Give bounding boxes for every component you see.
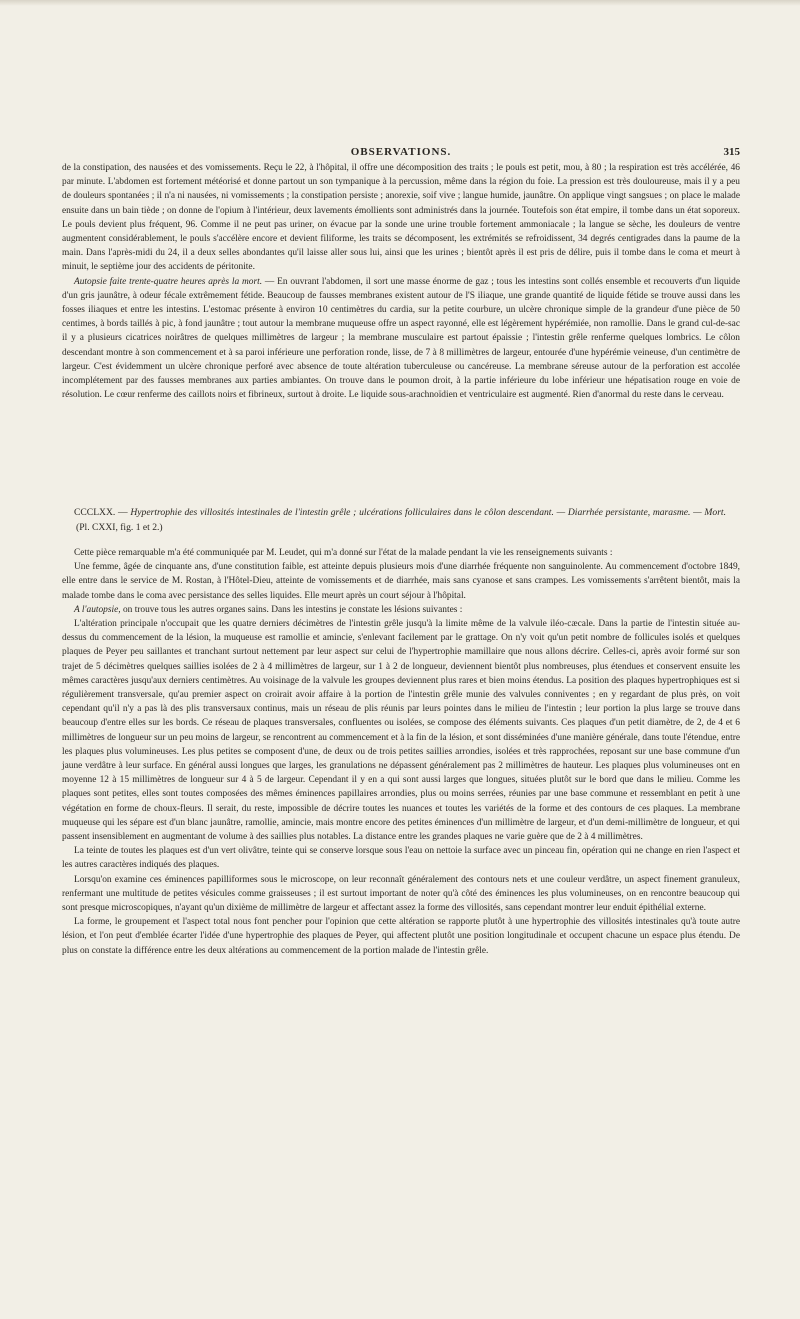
page-number: 315	[723, 146, 740, 158]
observation-title-text: Hypertrophie des villosités intestinales de l'intestin grêle ; ulcérations folliculaires dans le côlon descendant. — Diarrhée persistante, marasme. — Mort.	[130, 507, 726, 518]
observation-number: CCCLXX. —	[74, 507, 131, 518]
paragraph	[62, 275, 740, 403]
paragraph: de la constipation, des nausées et des vomissements. Reçu le 22, à l'hôpital, il offre une décomposition des traits ; le pouls est petit, mou, à 80 ; la respiration est très accélérée, 46 par minute. L'abdomen est fortement météorisé et donne partout un son tympanique à la percussion, même dans la région du foie. La pression est très douloureuse, mais il y a peu de douleurs spontanées ; il n'a ni nausées, ni vomissements ; la constipation persiste ; anorexie, soif vive ; langue humide, jaunâtre. On applique vingt sangsues ; on place le malade ensuite dans un bain tiède ; on donne de l'opium à l'intérieur, deux lavements émollients sont administrés dans la journée. Toutefois son état empire, il tombe dans un état soporeux. Le pouls devient plus fréquent, 96. Comme il ne peut pas uriner, on évacue par la sonde une urine trouble fortement ammoniacale ; la langue se sèche, les douleurs de ventre augmentent considérablement, le pouls s'accélère encore et devient filiforme, les traits se décomposent, les extrémités se refroidissent, 34 degrés centigrades dans la paume de la main. Dans l'après-midi du 24, il a deux selles abondantes qu'il laisse aller sous lui, ainsi que les urines ; bientôt après il est pris de délire, puis il tombe dans le coma et meurt à minuit, le septième jour des accidents de péritonite.	[62, 163, 740, 273]
running-title: OBSERVATIONS.	[350, 146, 452, 158]
continued-observation-text	[62, 161, 740, 402]
autopsy-lead: A l'autopsie,	[74, 604, 121, 615]
autopsy-lead: Autopsie faite trente-quatre heures après la mort.	[74, 276, 263, 287]
observation-heading	[62, 505, 740, 535]
page-edge	[0, 0, 800, 6]
paragraph	[62, 603, 740, 617]
paragraph: La teinte de toutes les plaques est d'un vert olivâtre, teinte qui se conserve lorsque sous l'eau on nettoie la surface avec un pinceau fin, opération qui ne change en rien l'aspect et les autres caractères indiqués des plaques.	[62, 846, 740, 871]
plate-reference: (Pl. CXXI, fig. 1 et 2.)	[76, 522, 163, 533]
paragraph: Cette pièce remarquable m'a été communiquée par M. Leudet, qui m'a donné sur l'état de la malade pendant la vie les renseignements suivants :	[74, 548, 613, 558]
paragraph: Une femme, âgée de cinquante ans, d'une constitution faible, est atteinte depuis plusieurs mois d'une diarrhée fréquente non sanguinolente. Au commencement d'octobre 1849, elle entre dans le service de M. Rostan, à l'Hôtel-Dieu, atteinte de vomissements et de diarrhée, mais sans cyanose et sans crampes. Les vomissements s'arrêtent bientôt, mais la malade tombe dans le coma avec persistance des selles liquides. Elle meurt après un court séjour à l'hôpital.	[62, 562, 740, 601]
paragraph: Lorsqu'on examine ces éminences papilliformes sous le microscope, on leur reconnaît généralement des contours nets et une couleur verdâtre, un aspect finement granuleux, renfermant une multitude de petites vésicules comme graisseuses ; il est surtout important de noter qu'à côté des éminences les plus volumineuses, on en rencontre beaucoup qui sont presque microscopiques, n'ayant qu'un dixième de millimètre de largeur et affectant assez la forme des villosités, sans cependant montrer leur enduit épithélial externe.	[62, 874, 740, 914]
running-header	[62, 146, 740, 162]
observation-title	[62, 505, 740, 535]
observation-body	[62, 546, 740, 958]
paragraph-text: on trouve tous les autres organes sains. Dans les intestins je constate les lésions suivantes :	[120, 604, 463, 615]
paragraph: La forme, le groupement et l'aspect total nous font pencher pour l'opinion que cette altération se rapporte plutôt à une hypertrophie des villosités intestinales qu'à toute autre lésion, et l'on peut d'emblée écarter l'idée d'une hypertrophie des plaques de Peyer, qui affectent plutôt une position longitudinale et occupent chacune un espace plus étendu. De plus on constate la différence entre les deux altérations au commencement de la portion malade de l'intestin grêle.	[62, 917, 740, 956]
paragraph: L'altération principale n'occupait que les quatre derniers décimètres de l'intestin grêle jusqu'à la limite même de la valvule iléo-cæcale. Dans la partie de l'intestin située au-dessus du commencement de la lésion, la muqueuse est ramollie et amincie, s'enlevant facilement par le grattage. On n'y voit qu'un petit nombre de follicules isolés et quelques plaques de Peyer peu saillantes et tranchant surtout nettement par leur aspect sur celui de l'hypertrophie mamillaire que nous allons décrire. Celles-ci, après avoir formé sur son trajet de 5 décimètres quelques saillies isolées de 2 à 4 millimètres de largeur, sur 1 à 2 de longueur, deviennent bientôt plus nombreuses, plus étendues et conservent ensuite les mêmes caractères jusqu'aux derniers centimètres. Au voisinage de la valvule les groupes deviennent plus rares et bien moins étendus. La position des plaques hypertrophiques est si régulièrement transversale, qu'au premier aspect on croirait avoir affaire à la portion de l'intestin grêle munie des valvules conniventes ; en y regardant de plus près, on voit cependant qu'il n'y a pas là des plis transversaux continus, mais un réseau de plis réunis par leurs pointes dans le milieu de l'intestin ; leur portion la plus large se trouve dans beaucoup d'entre elles sur les bords. Ce réseau de plaques transversales, confluentes ou isolées, se compose des éléments suivants. Ces plaques d'un petit diamètre, de 2, de 4 et 6 millimètres de longueur sur un peu moins de largeur, se rencontrent au commencement et à la fin de la lésion, et sont disséminées d'une manière générale, dans toute l'étendue, entre les plaques plus volumineuses. Les plus petites se composent d'une, de deux ou de trois petites saillies arrondies, isolées et très rapprochées, reposant sur une base commune d'un jaune verdâtre à leur surface. En général aussi longues que larges, les granulations ne dépassent généralement pas 2 millimètres de hauteur. Les plaques plus volumineuses ont en moyenne 12 à 15 millimètres de longueur sur 4 à 5 de largeur. Cependant il y en a qui sont aussi larges que longues, situées plutôt sur le bord que dans le milieu. Comme les plaques sont petites, elles sont toutes composées des mêmes éminences papillaires arrondies, plus ou moins serrées, réunies par une base commune et ressemblant en petit à une végétation en forme de choux-fleurs. Il serait, du reste, impossible de décrire toutes les nuances et toutes les variétés de la forme et des contours de ces plaques. La membrane muqueuse qui les sépare est d'un blanc jaunâtre, ramollie, amincie, mais montre encore des petites éminences d'un millimètre de largeur, et d'un demi-millimètre de longueur, et qui passent insensiblement en augmentant de volume à des saillies plus notables. La distance entre les grandes plaques ne varie guère que de 2 à 4 millimètres.	[62, 619, 740, 843]
paragraph-text: — En ouvrant l'abdomen, il sort une masse énorme de gaz ; tous les intestins sont collés ensemble et recouverts d'un liquide d'un gris jaunâtre, à odeur fécale extrêmement fétide. Beaucoup de fausses membranes existent autour de l'S iliaque, une grande quantité de liquide fétide se trouve aussi dans les fosses iliaques et entre les intestins. L'estomac présente à environ 10 centimètres du cardia, sur la petite courbure, un ulcère chronique simple de la grandeur d'une pièce de 50 centimes, à bords taillés à pic, à fond jaunâtre ; tout autour la membrane muqueuse offre un aspect rayonné, elle est légèrement hypérémiée, non ramollie. Dans le grand cul-de-sac il y a plusieurs cicatrices noirâtres de quelques millimètres de largeur ; la membrane musculaire est partout épaissie ; l'intestin grêle renferme quelques lombrics. Le côlon descendant montre à son commencement et à sa paroi inférieure une perforation ronde, lisse, de 7 à 8 millimètres de largeur, entourée d'une hypérémie veineuse, d'un centimètre de largeur. C'est évidemment un ulcère chronique perforé avec absence de toute altération tuberculeuse ou cancéreuse. La membrane séreuse autour de la perforation est accolée incomplétement par des fausses membranes aux parties ambiantes. On trouve dans le poumon droit, à la partie inférieure du lobe inférieur une hépatisation rouge en voie de résolution. Le cœur renferme des caillots noirs et fibrineux, surtout à droite. Le liquide sous-arachnoïdien et ventriculaire est augmenté. Rien d'anormal du reste dans le cerveau.	[62, 276, 740, 401]
